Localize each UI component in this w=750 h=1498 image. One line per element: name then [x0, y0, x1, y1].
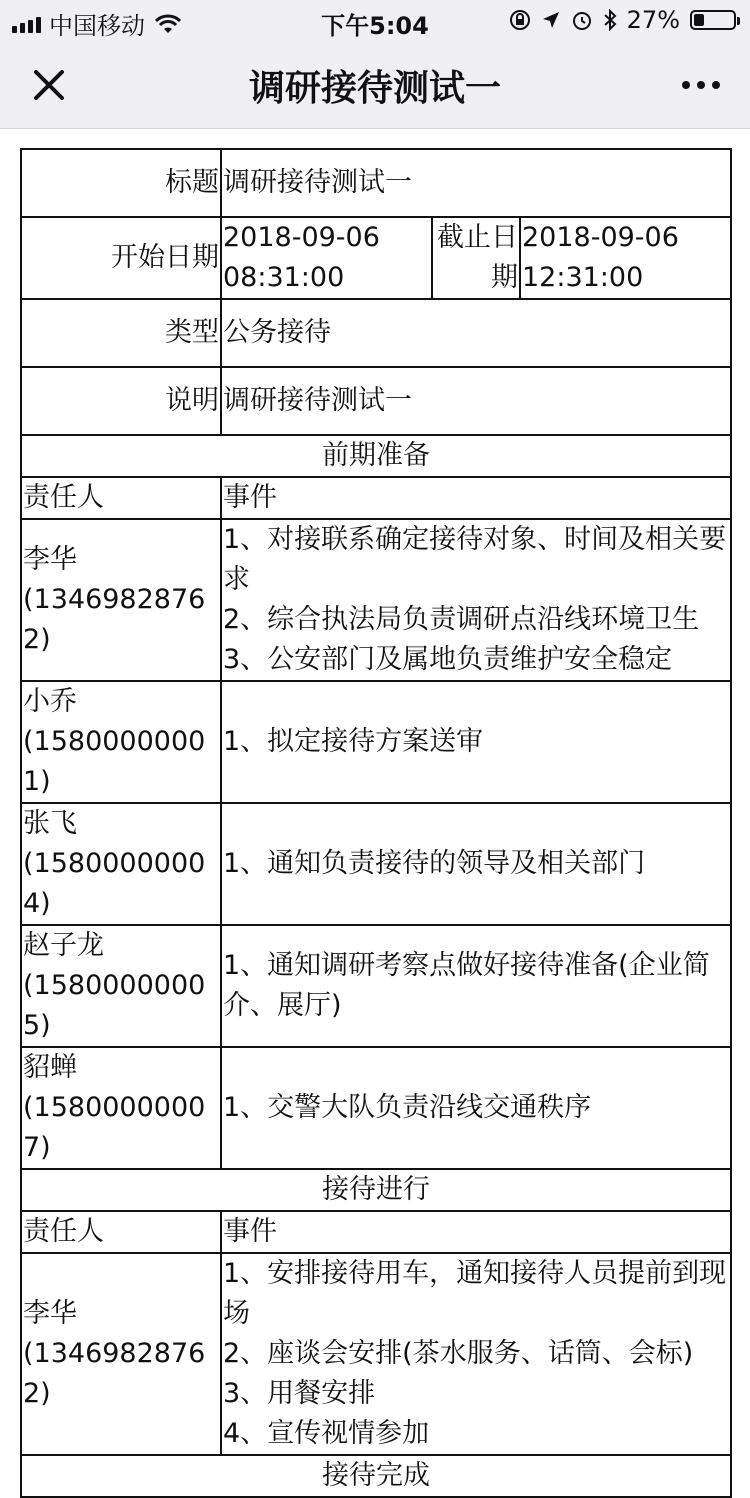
date-row: [21, 217, 731, 299]
responsible-person: [21, 925, 221, 1047]
event-item: 1、交警大队负责沿线交通秩序: [223, 1092, 592, 1123]
person-phone: (15800000007): [23, 1092, 206, 1163]
section-header-row: [21, 1169, 731, 1211]
column-header-event: 事件: [221, 477, 731, 519]
column-header-row: [21, 477, 731, 519]
status-bar: [0, 0, 750, 40]
status-right: [509, 6, 736, 34]
event-item: 1、对接联系确定接待对象、时间及相关要求: [223, 524, 727, 595]
type-value: 公务接待: [221, 299, 731, 367]
type-label: 类型: [21, 299, 221, 367]
section-title: 前期准备: [21, 435, 731, 477]
person-phone: (15800000004): [23, 848, 206, 919]
event-cell: [221, 681, 731, 803]
description-value: 调研接待测试一: [221, 367, 731, 435]
event-item: 2、综合执法局负责调研点沿线环境卫生: [223, 604, 700, 635]
bluetooth-icon: [603, 9, 617, 31]
table-row: [21, 1253, 731, 1455]
section-title: 接待进行: [21, 1169, 731, 1211]
event-cell: [221, 1047, 731, 1169]
table-row: [21, 803, 731, 925]
description-row: [21, 367, 731, 435]
start-date-label: 开始日期: [21, 217, 221, 299]
start-date-value: [221, 217, 432, 299]
person-name: 张飞: [23, 808, 77, 839]
column-header-person: 责任人: [21, 1211, 221, 1253]
person-phone: (15800000001): [23, 726, 206, 797]
section-title: 接待完成: [21, 1455, 731, 1497]
battery-level: [694, 14, 704, 26]
event-cell: [221, 925, 731, 1047]
event-item: 4、宣传视情参加: [223, 1418, 430, 1449]
end-date-label: [432, 217, 520, 299]
more-icon[interactable]: [678, 70, 724, 100]
title-label: 标题: [21, 149, 221, 217]
person-name: 李华: [23, 544, 77, 575]
responsible-person: [21, 519, 221, 681]
event-item: 3、用餐安排: [223, 1378, 376, 1409]
responsible-person: [21, 803, 221, 925]
location-icon: [541, 10, 561, 30]
section-header-row: [21, 435, 731, 477]
person-name: 小乔: [23, 686, 77, 717]
end-date-label-line2: 期: [491, 262, 518, 293]
person-name: 赵子龙: [23, 930, 104, 961]
start-date: 2018-09-06: [223, 222, 380, 253]
person-phone: (13469828762): [23, 584, 206, 655]
table-row: [21, 681, 731, 803]
section-header-row: [21, 1455, 731, 1497]
responsible-person: [21, 681, 221, 803]
type-row: [21, 299, 731, 367]
nav-bar: [0, 40, 750, 129]
person-phone: (15800000005): [23, 970, 206, 1041]
person-name: 李华: [23, 1298, 77, 1329]
carrier-name: 中国移动: [49, 12, 145, 40]
end-date: 2018-09-06: [522, 222, 679, 253]
title-row: [21, 149, 731, 217]
reception-table: [20, 148, 732, 1498]
title-value: 调研接待测试一: [221, 149, 731, 217]
event-cell: [221, 519, 731, 681]
end-date-label-line1: 截止日: [437, 222, 518, 253]
event-cell: [221, 1253, 731, 1455]
responsible-person: [21, 1253, 221, 1455]
event-cell: [221, 803, 731, 925]
content-area: [20, 148, 730, 1498]
column-header-person: 责任人: [21, 477, 221, 519]
event-item: 1、通知负责接待的领导及相关部门: [223, 848, 646, 879]
event-item: 1、安排接待用车，通知接待人员提前到现场: [223, 1258, 727, 1329]
rotation-lock-icon: [509, 9, 531, 31]
event-item: 1、拟定接待方案送审: [223, 726, 484, 757]
person-name: 貂蝉: [23, 1052, 77, 1083]
end-time: 12:31:00: [522, 262, 644, 293]
table-row: [21, 925, 731, 1047]
person-phone: (13469828762): [23, 1338, 206, 1409]
status-time: 下午5:04: [321, 12, 429, 40]
column-header-event: 事件: [221, 1211, 731, 1253]
start-time: 08:31:00: [223, 262, 345, 293]
event-item: 1、通知调研考察点做好接待准备(企业简介、展厅): [223, 950, 710, 1021]
table-row: [21, 519, 731, 681]
page-title: 调研接待测试一: [248, 68, 501, 109]
alarm-icon: [571, 9, 593, 31]
table-row: [21, 1047, 731, 1169]
event-item: 2、座谈会安排(茶水服务、话筒、会标): [223, 1338, 694, 1369]
battery-percent: 27%: [626, 6, 680, 34]
battery-icon: [690, 10, 736, 30]
description-label: 说明: [21, 367, 221, 435]
end-date-value: [520, 217, 731, 299]
column-header-row: [21, 1211, 731, 1253]
responsible-person: [21, 1047, 221, 1169]
event-item: 3、公安部门及属地负责维护安全稳定: [223, 644, 673, 675]
